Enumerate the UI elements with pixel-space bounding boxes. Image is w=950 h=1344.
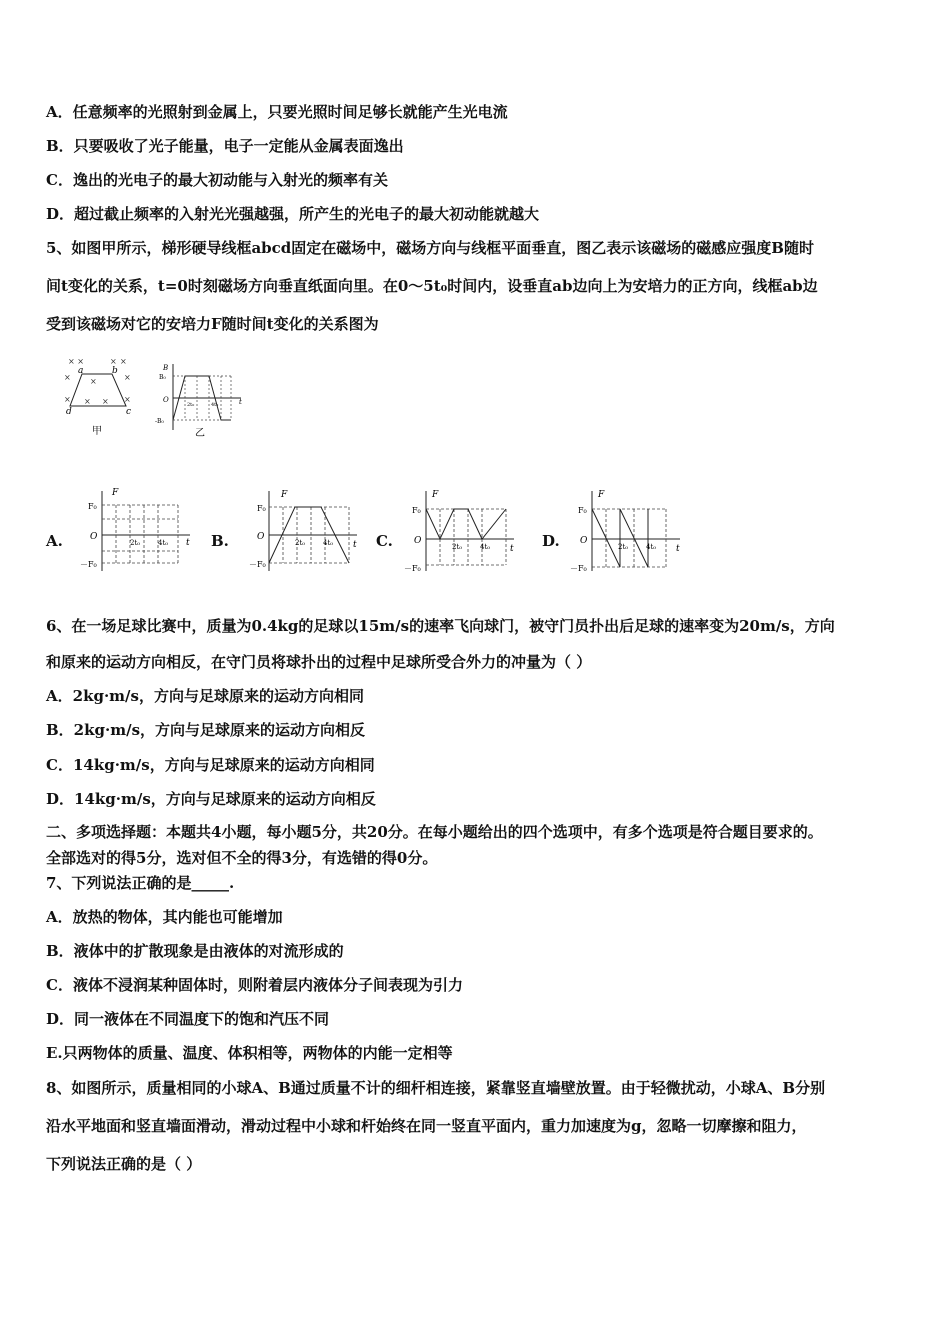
d-label-2t0: 2t₀ xyxy=(618,543,629,551)
choice-a-graph xyxy=(78,485,198,575)
q6-option-d: D．14kg·m/s，方向与足球原来的运动方向相反 xyxy=(46,790,376,808)
svg-text:×: × xyxy=(120,357,127,366)
svg-text:×: × xyxy=(90,377,97,386)
q6-option-a: A．2kg·m/s，方向与足球原来的运动方向相同 xyxy=(46,687,364,705)
section2-heading-line-1: 二、多项选择题：本题共4小题，每小题5分，共20分。在每小题给出的四个选项中，有多个选项是符合题目要求的。 xyxy=(46,823,823,841)
a-label-f0: F₀ xyxy=(88,502,97,511)
d-label-t: t xyxy=(676,544,680,554)
b-label-2t0: 2t₀ xyxy=(295,539,306,547)
svg-text:× ×: × × xyxy=(68,357,84,366)
q7-option-b: B．液体中的扩散现象是由液体的对流形成的 xyxy=(46,942,344,960)
c-label-f: F xyxy=(432,490,439,500)
b-label-neg-f0: －F₀ xyxy=(249,560,266,569)
q8-stem-line-3: 下列说法正确的是（ ） xyxy=(46,1155,202,1173)
q7-stem: 7、下列说法正确的是_____. xyxy=(46,874,235,892)
a-label-neg-f0: －F₀ xyxy=(80,560,97,569)
jia-caption: 甲 xyxy=(92,426,102,437)
jia-label-a: a xyxy=(78,366,84,376)
a-label-t: t xyxy=(186,538,190,548)
c-label-f0: F₀ xyxy=(412,506,421,515)
q5-stem-line-1: 5、如图甲所示，梯形硬导线框abcd固定在磁场中，磁场方向与线框平面垂直，图乙表示该磁场的磁感应强度B随时 xyxy=(46,239,814,257)
svg-text:×: × xyxy=(124,395,131,404)
b-label-t: t xyxy=(353,540,357,550)
c-label-2t0: 2t₀ xyxy=(452,543,463,551)
q5-stem-line-2: 间t变化的关系，t=0时刻磁场方向垂直纸面向里。在0～5t₀时间内，设垂直ab边向上为安培力的正方向，线框ab边 xyxy=(46,277,818,295)
yi-label-neg-b0: -B₀ xyxy=(155,418,164,425)
choice-c-label: C. xyxy=(376,532,393,550)
q4-option-d: D．超过截止频率的入射光光强越强，所产生的光电子的最大初动能就越大 xyxy=(46,205,540,223)
a-label-2t0: 2t₀ xyxy=(130,539,141,547)
b-label-4t0: 4t₀ xyxy=(323,539,334,547)
d-label-neg-f0: －F₀ xyxy=(570,564,587,573)
q8-stem-line-2: 沿水平地面和竖直墙面滑动，滑动过程中小球和杆始终在同一竖直平面内，重力加速度为g，忽略一切摩擦和阻力， xyxy=(46,1117,807,1135)
choice-b-label: B. xyxy=(211,532,229,550)
jia-label-d: d xyxy=(66,407,72,417)
a-label-4t0: 4t₀ xyxy=(158,539,169,547)
d-label-f: F xyxy=(598,490,605,500)
jia-label-b: b xyxy=(112,366,118,376)
jia-label-c: c xyxy=(126,407,132,417)
choice-b-graph xyxy=(245,485,365,575)
c-label-t: t xyxy=(510,544,514,554)
b-label-o: O xyxy=(257,532,265,542)
d-label-4t0: 4t₀ xyxy=(646,543,657,551)
svg-text:×: × xyxy=(110,357,117,366)
d-label-o: O xyxy=(580,536,588,546)
yi-caption: 乙 xyxy=(195,428,205,439)
yi-label-b: B xyxy=(163,364,169,372)
q7-option-d: D．同一液体在不同温度下的饱和汽压不同 xyxy=(46,1010,330,1028)
q6-option-b: B．2kg·m/s，方向与足球原来的运动方向相反 xyxy=(46,721,366,739)
q7-option-c: C．液体不浸润某种固体时，则附着层内液体分子间表现为引力 xyxy=(46,976,463,994)
svg-text:×: × xyxy=(124,373,131,382)
q6-option-c: C．14kg·m/s，方向与足球原来的运动方向相同 xyxy=(46,756,375,774)
section2-heading-line-2: 全部选对的得5分，选对但不全的得3分，有选错的得0分。 xyxy=(46,849,438,867)
q4-option-b: B．只要吸收了光子能量，电子一定能从金属表面逸出 xyxy=(46,137,404,155)
svg-text:×: × xyxy=(64,395,71,404)
c-label-o: O xyxy=(414,536,422,546)
svg-text:×: × xyxy=(64,373,71,382)
svg-text:×: × xyxy=(102,397,109,406)
figure-jia xyxy=(60,352,140,442)
q7-option-e: E.只两物体的质量、温度、体积相等，两物体的内能一定相等 xyxy=(46,1044,453,1062)
yi-label-4t0: 4t₀ xyxy=(211,402,219,408)
q4-option-a: A．任意频率的光照射到金属上，只要光照时间足够长就能产生光电流 xyxy=(46,103,508,121)
q7-option-a: A．放热的物体，其内能也可能增加 xyxy=(46,908,283,926)
q8-stem-line-1: 8、如图所示，质量相同的小球A、B通过质量不计的细杆相连接，紧靠竖直墙壁放置。由于轻微扰动，小球A、B分别 xyxy=(46,1079,826,1097)
choice-a-label: A. xyxy=(46,532,63,550)
figure-yi xyxy=(155,360,250,440)
q4-option-c: C．逸出的光电子的最大初动能与入射光的频率有关 xyxy=(46,171,388,189)
a-label-o: O xyxy=(90,532,98,542)
choice-d-label: D. xyxy=(542,532,560,550)
q6-stem-line-2: 和原来的运动方向相反，在守门员将球扑出的过程中足球所受合外力的冲量为（ ） xyxy=(46,653,592,671)
b-label-f0: F₀ xyxy=(257,504,266,513)
yi-label-2t0: 2t₀ xyxy=(187,402,195,408)
d-label-f0: F₀ xyxy=(578,506,587,515)
q5-stem-line-3: 受到该磁场对它的安培力F随时间t变化的关系图为 xyxy=(46,315,379,333)
choice-c-graph xyxy=(402,485,522,575)
q6-stem-line-1: 6、在一场足球比赛中，质量为0.4kg的足球以15m/s的速率飞向球门，被守门员扑出后足球的速率变为20m/s，方向 xyxy=(46,617,835,635)
yi-label-b0: B₀ xyxy=(159,374,166,381)
svg-text:×: × xyxy=(84,397,91,406)
c-label-4t0: 4t₀ xyxy=(480,543,491,551)
choice-d-graph xyxy=(568,485,688,575)
c-label-neg-f0: －F₀ xyxy=(404,564,421,573)
yi-label-t: t xyxy=(239,398,242,406)
a-label-f: F xyxy=(112,488,119,498)
b-label-f: F xyxy=(281,490,288,500)
yi-label-o: O xyxy=(163,396,169,404)
